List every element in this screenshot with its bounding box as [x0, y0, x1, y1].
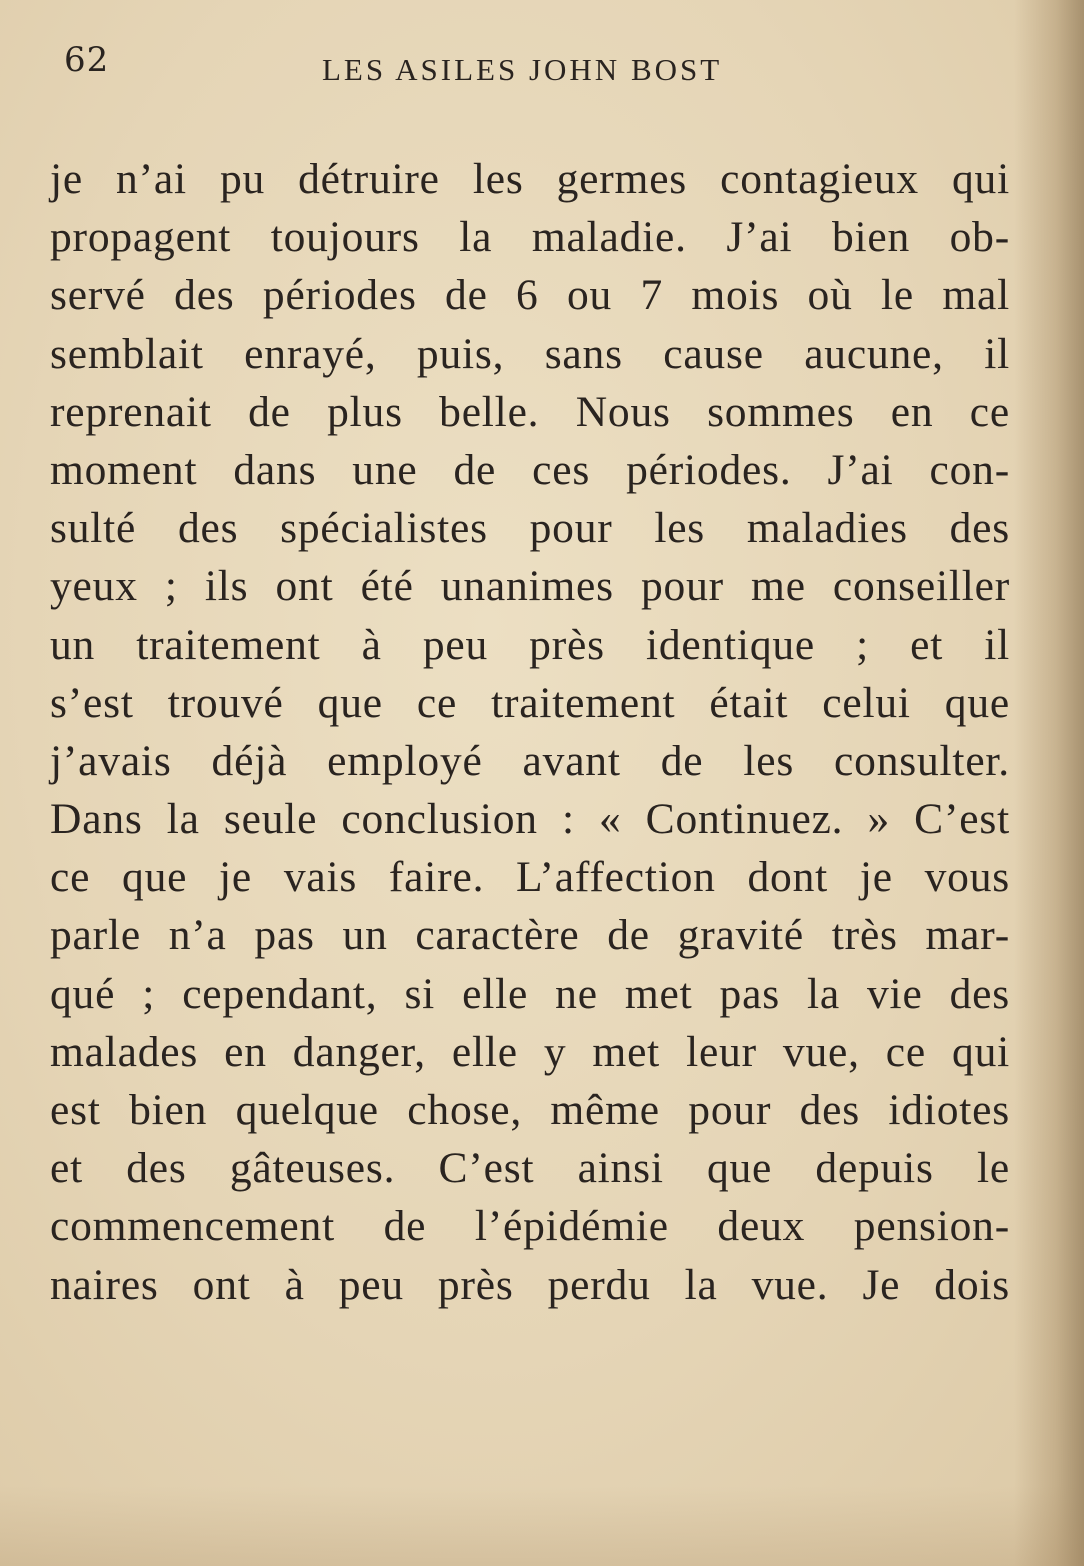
text-line: commencement de l’épidémie deux pension- — [50, 1202, 1010, 1251]
text-line: j’avais déjà employé avant de les consulter. — [50, 736, 1010, 785]
bottom-shade — [0, 1486, 1084, 1566]
text-line: semblait enrayé, puis, sans cause aucune, il — [50, 329, 1010, 378]
text-line: naires ont à peu près perdu la vue. Je dois — [50, 1260, 1010, 1309]
text-line: et des gâteuses. C’est ainsi que depuis le — [50, 1144, 1010, 1193]
text-line: servé des périodes de 6 ou 7 mois où le mal — [50, 271, 1010, 320]
text-line: sulté des spécialistes pour les maladies des — [50, 504, 1010, 553]
text-line: Dans la seule conclusion : « Continuez. » C’est — [50, 795, 1010, 844]
text-line: ce que je vais faire. L’affection dont je vous — [50, 853, 1010, 902]
text-line: je n’ai pu détruire les germes contagieux qui — [50, 155, 1010, 203]
text-line: s’est trouvé que ce traitement était celui que — [50, 678, 1010, 727]
text-line: parle n’a pas un caractère de gravité très mar- — [50, 911, 1010, 960]
running-head: LES ASILES JOHN BOST — [322, 52, 723, 87]
page-number: 62 — [64, 40, 110, 80]
text-line: moment dans une de ces périodes. J’ai con- — [50, 445, 1010, 494]
text-line: qué ; cependant, si elle ne met pas la vie des — [50, 969, 1010, 1018]
text-line: malades en danger, elle y met leur vue, ce qui — [50, 1027, 1010, 1076]
text-line: est bien quelque chose, même pour des idiotes — [50, 1086, 1010, 1134]
text-line: propagent toujours la maladie. J’ai bien ob- — [50, 213, 1010, 262]
text-line: reprenait de plus belle. Nous sommes en ce — [50, 387, 1010, 436]
gutter-shadow — [1014, 0, 1084, 1566]
body-text — [50, 150, 1010, 1314]
text-line: yeux ; ils ont été unanimes pour me conseiller — [50, 562, 1010, 611]
text-line: un traitement à peu près identique ; et il — [50, 620, 1010, 669]
